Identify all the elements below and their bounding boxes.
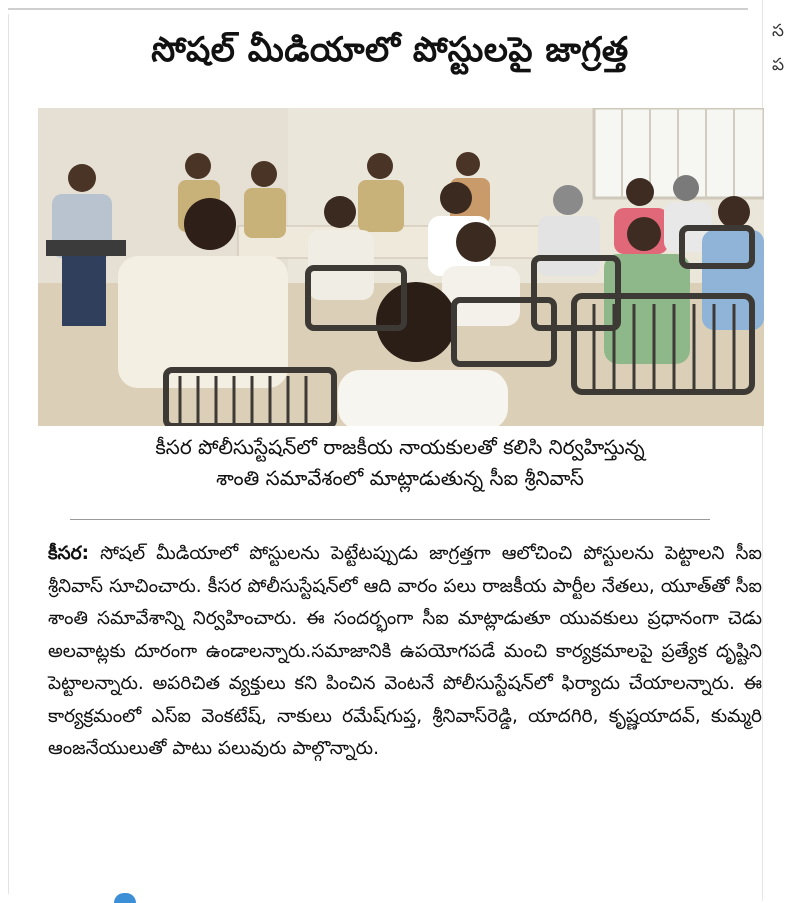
article-dateline: కీసర: bbox=[48, 543, 90, 564]
meeting-photo bbox=[38, 108, 764, 426]
top-rule bbox=[8, 8, 748, 10]
adjacent-column-text bbox=[772, 14, 800, 82]
caption-line: శాంతి సమావేశంలో మాట్లాడుతున్న సీఐ శ్రీనివాస్ bbox=[216, 466, 584, 490]
left-column-rule bbox=[8, 14, 9, 894]
photo-caption bbox=[30, 432, 770, 494]
article-body-text: సోషల్ మీడియాలో పోస్టులను పెట్టేటప్పుడు జాగ్రత్తగా ఆలోచించి పోస్టులను పెట్టాలని సీఐ శ్రీనివాస్ సూచించారు. కీసర పోలీసుస్టేషన్‌లో ఆది వారం పలు రాజకీయ పార్టీల నేతలు, యూత్‌తో సీఐ శాంతి సమావేశాన్ని నిర్వహించారు. ఈ సందర్భంగా సీఐ మాట్లాడుతూ యువకులు ప్రధానంగా చెడు అలవాట్లకు దూరంగా ఉండాలన్నారు.సమాజానికి ఉపయోగపడే మంచి కార్యక్రమాలపై ప్రత్యేక దృష్టిని పెట్టాలన్నారు. అపరిచిత వ్యక్తులు కని పించిన వెంటనే పోలీసుస్టేషన్‌లో ఫిర్యాదు చేయాలన్నారు. ఈ కార్యక్రమంలో ఎస్ఐ వెంకటేష్, నాకులు రమేష్‌గుప్త, శ్రీనివాస్‌రెడ్డి, యాదగిరి, కృష్ణయాదవ్, కుమ్మరి ఆంజనేయులుతో పాటు పలువురు పాల్గొన్నారు. bbox=[48, 543, 762, 759]
caption-divider bbox=[70, 519, 710, 520]
article-body bbox=[48, 538, 762, 766]
meeting-photo-illustration bbox=[38, 108, 764, 426]
blue-dot-icon bbox=[114, 893, 136, 903]
adjacent-char: స bbox=[772, 21, 784, 41]
article-headline: సోషల్ మీడియాలో పోస్టులపై జాగ్రత్త bbox=[151, 30, 629, 70]
adjacent-char: ప bbox=[772, 55, 785, 75]
caption-line: కీసర పోలీసుస్టేషన్‌లో రాజకీయ నాయకులతో కలిసి నిర్వహిస్తున్న bbox=[155, 435, 645, 459]
